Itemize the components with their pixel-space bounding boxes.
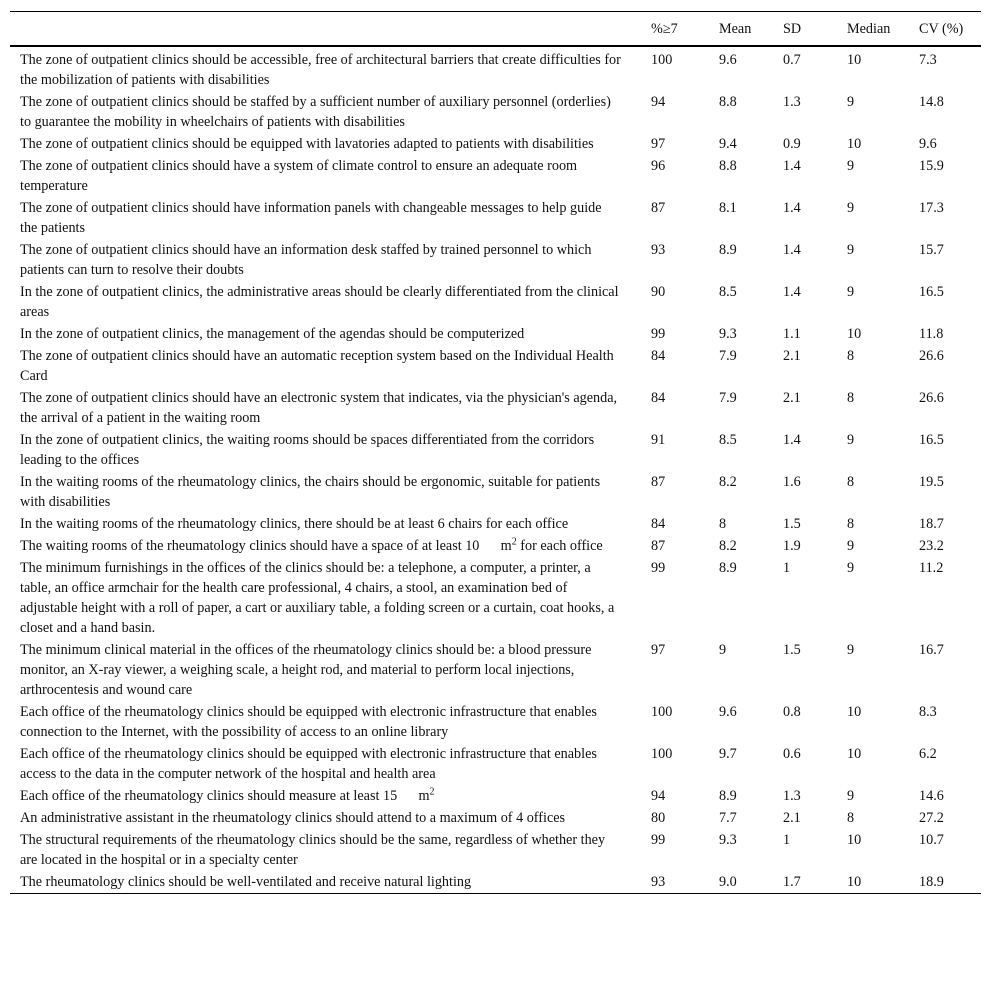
cell-mean: 9 [719, 642, 727, 658]
cell-cv: 23.2 [919, 538, 944, 554]
cell-item: The zone of outpatient clinics should have an automatic reception system based on the Individual Health Card [20, 348, 614, 384]
cell-sd: 1.4 [783, 242, 801, 258]
cell-item: The zone of outpatient clinics should have an information desk staffed by trained personnel to which patients can turn to resolve their doubts [20, 242, 592, 278]
cell-item: An administrative assistant in the rheumatology clinics should attend to a maximum of 4 offices [20, 810, 566, 826]
cell-item: The rheumatology clinics should be well-ventilated and receive natural lighting [20, 874, 472, 890]
cell-sd: 1.3 [783, 788, 801, 804]
cell-sd: 1.7 [783, 874, 801, 890]
item-text: The waiting rooms of the rheumatology clinics should have a space of at least 10 m [20, 538, 512, 554]
cell-median: 8 [847, 348, 855, 364]
cell-item: The zone of outpatient clinics should be accessible, free of architectural barriers that create difficulties for the mobilization of patients with disabilities [20, 52, 621, 88]
cell-percent-ge7: 87 [651, 538, 666, 554]
cell-sd: 1.1 [783, 326, 801, 342]
cell-mean: 7.7 [719, 810, 737, 826]
cell-percent-ge7: 91 [651, 432, 666, 448]
cell-item: The zone of outpatient clinics should have information panels with changeable messages to help guide the patients [20, 200, 602, 236]
cell-cv: 11.2 [919, 560, 944, 576]
cell-median: 8 [847, 390, 855, 406]
cell-item: The structural requirements of the rheumatology clinics should be the same, regardless of whether they are located in the hospital or in a specialty center [20, 832, 606, 868]
cell-cv: 6.2 [919, 746, 937, 762]
cell-median: 10 [847, 746, 862, 762]
cell-median: 10 [847, 874, 862, 890]
cell-mean: 8.5 [719, 432, 737, 448]
cell-mean: 8.8 [719, 94, 737, 110]
item-text-suffix: for each office [516, 538, 603, 554]
cell-percent-ge7: 97 [651, 642, 666, 658]
cell-median: 9 [847, 560, 855, 576]
cell-cv: 8.3 [919, 704, 937, 720]
cell-item: The zone of outpatient clinics should have a system of climate control to ensure an adequate room temperature [20, 158, 578, 194]
cell-median: 10 [847, 832, 862, 848]
table-row [10, 470, 981, 512]
cell-mean: 8.9 [719, 560, 737, 576]
table-row [10, 46, 981, 90]
header-sd: SD [783, 21, 802, 37]
cell-cv: 15.9 [919, 158, 944, 174]
cell-cv: 14.8 [919, 94, 944, 110]
cell-percent-ge7: 100 [651, 704, 673, 720]
cell-cv: 16.5 [919, 432, 944, 448]
cell-mean: 8.5 [719, 284, 737, 300]
table-header [10, 12, 981, 47]
cell-mean: 7.9 [719, 348, 737, 364]
cell-percent-ge7: 93 [651, 874, 666, 890]
cell-item [10, 784, 647, 806]
cell-cv: 26.6 [919, 348, 944, 364]
table-row [10, 870, 981, 894]
cell-sd: 1 [783, 832, 791, 848]
cell-mean: 8.1 [719, 200, 737, 216]
cell-cv: 15.7 [919, 242, 944, 258]
cell-mean: 8.8 [719, 158, 737, 174]
cell-cv: 17.3 [919, 200, 944, 216]
cell-sd: 0.7 [783, 52, 801, 68]
cell-cv: 14.6 [919, 788, 944, 804]
cell-item: In the zone of outpatient clinics, the administrative areas should be clearly differentiated from the clinical areas [20, 284, 619, 320]
cell-percent-ge7: 96 [651, 158, 666, 174]
cell-sd: 1 [783, 560, 791, 576]
cell-mean: 9.6 [719, 704, 737, 720]
cell-sd: 1.4 [783, 200, 801, 216]
cell-item: In the zone of outpatient clinics, the waiting rooms should be spaces differentiated from the corridors leading to the offices [20, 432, 595, 468]
table-row [10, 132, 981, 154]
table-row [10, 196, 981, 238]
cell-sd: 1.6 [783, 474, 801, 490]
cell-median: 9 [847, 788, 855, 804]
item-text: Each office of the rheumatology clinics should measure at least 15 m [20, 788, 430, 804]
cell-item: The minimum furnishings in the offices of the clinics should be: a telephone, a computer, a printer, a table, an office armchair for the health care professional, 4 chairs, a stool, an examination bed of adjustable height with a roll of paper, a cart or auxiliary table, a folding screen or a curtain, coat hooks, a closet and a hand basin. [20, 560, 615, 636]
cell-sd: 1.9 [783, 538, 801, 554]
cell-cv: 26.6 [919, 390, 944, 406]
table-row [10, 534, 981, 556]
cell-median: 10 [847, 326, 862, 342]
cell-median: 8 [847, 810, 855, 826]
cell-cv: 18.9 [919, 874, 944, 890]
table-row [10, 344, 981, 386]
cell-percent-ge7: 90 [651, 284, 666, 300]
cell-mean: 8.9 [719, 788, 737, 804]
results-table [10, 11, 981, 894]
cell-percent-ge7: 100 [651, 52, 673, 68]
cell-median: 9 [847, 642, 855, 658]
cell-percent-ge7: 87 [651, 474, 666, 490]
table-row [10, 322, 981, 344]
header-median: Median [847, 21, 891, 37]
cell-percent-ge7: 99 [651, 326, 666, 342]
cell-percent-ge7: 99 [651, 832, 666, 848]
cell-sd: 2.1 [783, 348, 801, 364]
cell-median: 9 [847, 538, 855, 554]
cell-cv: 18.7 [919, 516, 944, 532]
cell-percent-ge7: 94 [651, 788, 666, 804]
cell-sd: 1.3 [783, 94, 801, 110]
cell-sd: 1.4 [783, 158, 801, 174]
header-row [10, 12, 981, 47]
cell-median: 9 [847, 242, 855, 258]
table-row [10, 742, 981, 784]
cell-sd: 2.1 [783, 390, 801, 406]
cell-item: The zone of outpatient clinics should be equipped with lavatories adapted to patients with disabilities [20, 136, 594, 152]
cell-percent-ge7: 84 [651, 390, 666, 406]
cell-mean: 7.9 [719, 390, 737, 406]
cell-mean: 9.4 [719, 136, 737, 152]
cell-sd: 0.9 [783, 136, 801, 152]
cell-median: 10 [847, 136, 862, 152]
cell-item: The zone of outpatient clinics should have an electronic system that indicates, via the physician's agenda, the arrival of a patient in the waiting room [20, 390, 618, 426]
header-percent-ge7: %≥7 [651, 21, 678, 37]
cell-median: 9 [847, 432, 855, 448]
cell-item: The zone of outpatient clinics should be staffed by a sufficient number of auxiliary personnel (orderlies) to guarantee the mobility in wheelchairs of patients with disabilities [20, 94, 611, 130]
table-row [10, 386, 981, 428]
cell-cv: 9.6 [919, 136, 937, 152]
superscript-exponent: 2 [511, 536, 517, 548]
cell-mean: 9.6 [719, 52, 737, 68]
cell-item: In the waiting rooms of the rheumatology clinics, the chairs should be ergonomic, suitable for patients with disabilities [20, 474, 601, 510]
cell-percent-ge7: 99 [651, 560, 666, 576]
header-item [10, 12, 647, 47]
cell-percent-ge7: 84 [651, 348, 666, 364]
cell-sd: 0.6 [783, 746, 801, 762]
table-row [10, 556, 981, 638]
cell-cv: 10.7 [919, 832, 944, 848]
cell-item: In the zone of outpatient clinics, the management of the agendas should be computerized [20, 326, 525, 342]
cell-item: Each office of the rheumatology clinics should be equipped with electronic infrastructure that enables connection to the Internet, with the possibility of access to an online library [20, 704, 597, 740]
cell-sd: 1.5 [783, 642, 801, 658]
table-row [10, 784, 981, 806]
cell-mean: 8.2 [719, 474, 737, 490]
cell-item: The minimum clinical material in the offices of the rheumatology clinics should be: a blood pressure monitor, an X-ray viewer, a weighing scale, a height rod, and material to perform local injections, arthrocentesis and wound care [20, 642, 592, 698]
cell-percent-ge7: 97 [651, 136, 666, 152]
cell-cv: 11.8 [919, 326, 944, 342]
cell-cv: 7.3 [919, 52, 937, 68]
cell-sd: 1.5 [783, 516, 801, 532]
cell-item: Each office of the rheumatology clinics should be equipped with electronic infrastructure that enables access to the data in the computer network of the hospital and health area [20, 746, 597, 782]
cell-median: 9 [847, 200, 855, 216]
cell-median: 9 [847, 158, 855, 174]
table-body [10, 46, 981, 894]
cell-median: 10 [847, 52, 862, 68]
cell-median: 10 [847, 704, 862, 720]
cell-cv: 16.5 [919, 284, 944, 300]
table-row [10, 238, 981, 280]
table-row [10, 280, 981, 322]
cell-mean: 8.2 [719, 538, 737, 554]
cell-median: 9 [847, 94, 855, 110]
cell-percent-ge7: 87 [651, 200, 666, 216]
table-row [10, 828, 981, 870]
cell-item: In the waiting rooms of the rheumatology clinics, there should be at least 6 chairs for each office [20, 516, 569, 532]
cell-mean: 8.9 [719, 242, 737, 258]
table-row [10, 806, 981, 828]
cell-percent-ge7: 93 [651, 242, 666, 258]
table-row [10, 638, 981, 700]
table-row [10, 512, 981, 534]
cell-mean: 9.7 [719, 746, 737, 762]
superscript-exponent: 2 [429, 786, 435, 798]
cell-cv: 27.2 [919, 810, 944, 826]
cell-mean: 9.3 [719, 326, 737, 342]
header-cv: CV (%) [919, 21, 964, 37]
cell-cv: 16.7 [919, 642, 944, 658]
cell-percent-ge7: 80 [651, 810, 666, 826]
cell-sd: 2.1 [783, 810, 801, 826]
cell-sd: 0.8 [783, 704, 801, 720]
results-table-container [10, 11, 981, 894]
cell-percent-ge7: 94 [651, 94, 666, 110]
cell-percent-ge7: 84 [651, 516, 666, 532]
cell-cv: 19.5 [919, 474, 944, 490]
cell-mean: 9.0 [719, 874, 737, 890]
cell-median: 8 [847, 516, 855, 532]
cell-median: 9 [847, 284, 855, 300]
cell-percent-ge7: 100 [651, 746, 673, 762]
cell-mean: 9.3 [719, 832, 737, 848]
cell-mean: 8 [719, 516, 727, 532]
cell-sd: 1.4 [783, 432, 801, 448]
cell-sd: 1.4 [783, 284, 801, 300]
table-row [10, 700, 981, 742]
cell-median: 8 [847, 474, 855, 490]
table-row [10, 90, 981, 132]
table-row [10, 428, 981, 470]
header-mean: Mean [719, 21, 752, 37]
table-row [10, 154, 981, 196]
cell-item [10, 534, 647, 556]
